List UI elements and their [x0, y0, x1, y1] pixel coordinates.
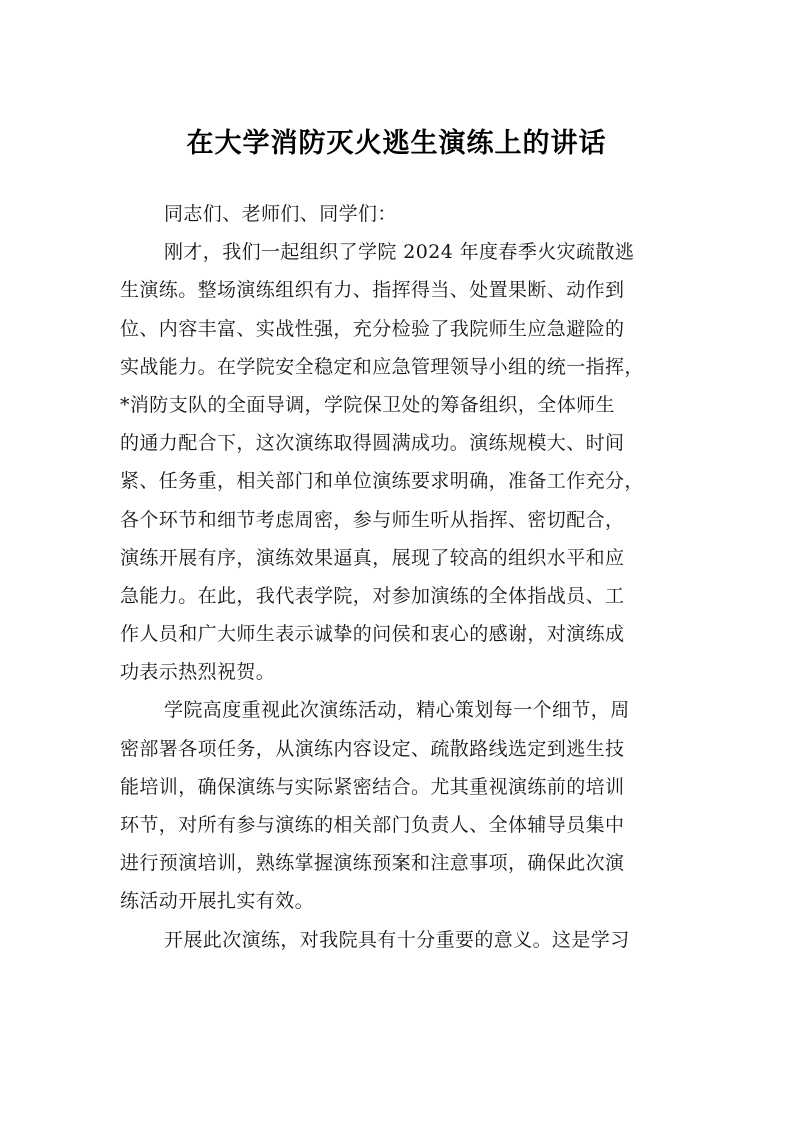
paragraph-2-line-6: 练活动开展扎实有效。: [120, 890, 315, 913]
paragraph-1-line-11: 作人员和广大师生表示诚挚的问侯和衷心的感谢，对演练成: [120, 623, 625, 646]
paragraph-1-line-5: *消防支队的全面导调，学院保卫处的筹备组织，全体师生: [120, 393, 615, 416]
paragraph-2-line-4: 环节，对所有参与演练的相关部门负责人、全体辅导员集中: [120, 814, 625, 836]
paragraph-1-line-8: 各个环节和细节考虑周密，参与师生听从指挥、密切配合，: [120, 508, 625, 531]
paragraph-1-line-1: 刚才，我们一起组织了学院 2024 年度春季火灾疏散逃: [164, 241, 635, 264]
paragraph-1-line-9: 演练开展有序，演练效果逼真，展现了较高的组织水平和应: [120, 546, 625, 569]
paragraph-3-line-1: 开展此次演练，对我院具有十分重要的意义。这是学习: [164, 928, 630, 951]
paragraph-1-line-2: 生演练。整场演练组织有力、指挥得当、处置果断、动作到: [120, 279, 625, 302]
paragraph-1-line-4: 实战能力。在学院安全稳定和应急管理领导小组的统一指挥，: [120, 355, 644, 378]
paragraph-1-line-6: 的通力配合下，这次演练取得圆满成功。演练规模大、时间: [120, 432, 625, 455]
document-title: 在大学消防灭火逃生演练上的讲话: [186, 128, 607, 159]
document-body: [120, 195, 680, 959]
paragraph-2-line-3: 能培训，确保演练与实际紧密结合。尤其重视演练前的培训: [120, 775, 625, 798]
paragraph-2-line-5: 进行预演培训，熟练掌握演练预案和注意事项，确保此次演: [120, 852, 625, 875]
paragraph-1-line-7: 紧、任务重，相关部门和单位演练要求明确，准备工作充分，: [120, 470, 644, 493]
salutation-line: 同志们、老师们、同学们：: [164, 203, 397, 225]
paragraph-1-line-10: 急能力。在此，我代表学院，对参加演练的全体指战员、工: [120, 584, 625, 607]
paragraph-1-line-3: 位、内容丰富、实战性强，充分检验了我院师生应急避险的: [120, 317, 625, 340]
paragraph-2-line-2: 密部署各项任务，从演练内容设定、疏散路线选定到逃生技: [120, 737, 625, 760]
paragraph-2-line-1: 学院高度重视此次演练活动，精心策划每一个细节，周: [164, 699, 630, 722]
paragraph-1-line-12: 功表示热烈祝贺。: [120, 661, 276, 684]
